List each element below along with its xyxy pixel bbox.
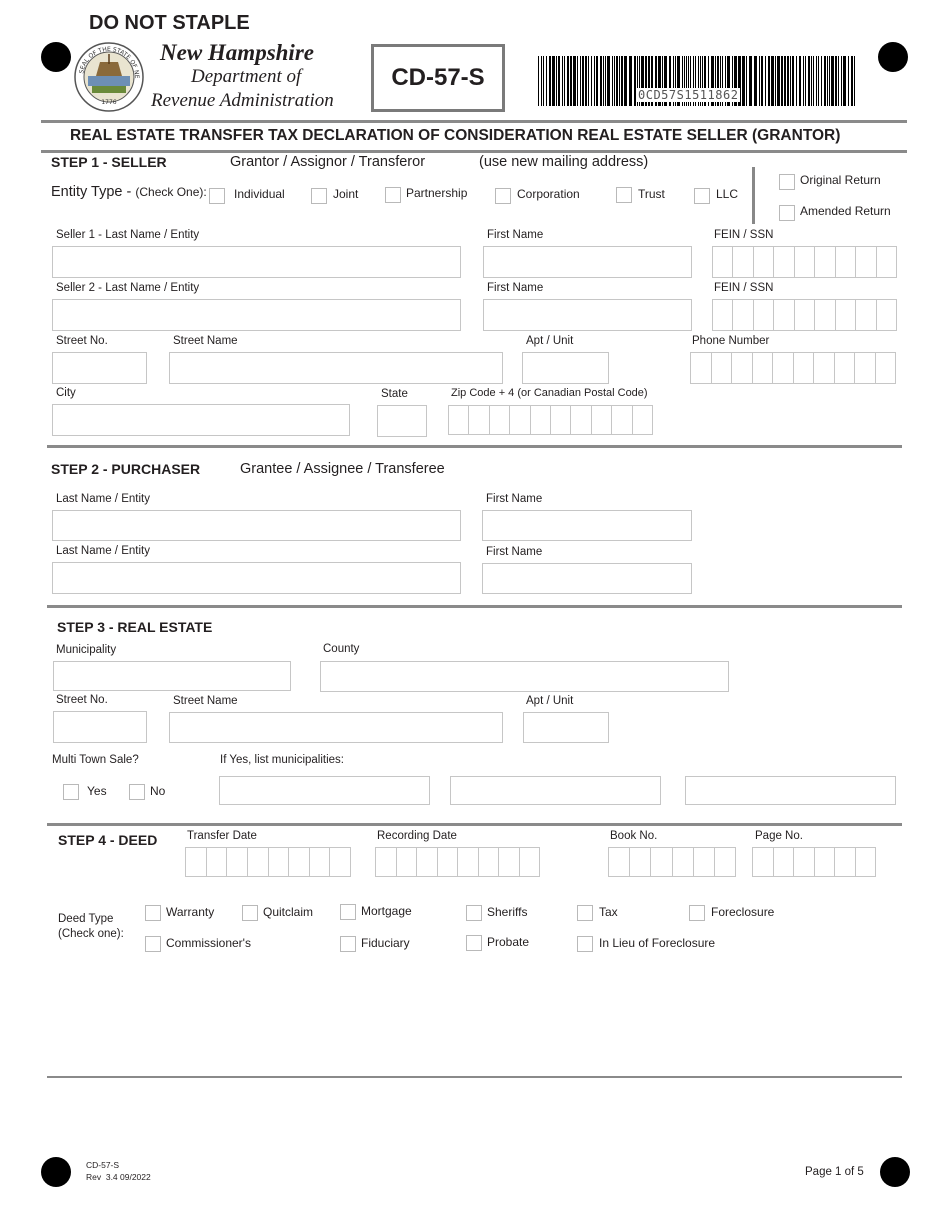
purchaser1-last-input[interactable] (52, 510, 461, 541)
step2-bottom-rule (47, 605, 902, 608)
seller2-first-label: First Name (487, 282, 544, 294)
comb-cell (186, 848, 207, 876)
seller2-fein-input[interactable] (712, 299, 897, 331)
comb-cell (651, 848, 672, 876)
entity-corporation-label: Corporation (517, 187, 580, 201)
binder-hole-bottom-right (880, 1157, 910, 1187)
property-street-no-input[interactable] (53, 711, 147, 743)
comb-cell (836, 247, 856, 277)
multi-town-no-label: No (150, 784, 166, 798)
step1-bottom-rule (47, 445, 902, 448)
barcode-bar (805, 56, 806, 106)
comb-cell (713, 247, 733, 277)
comb-cell (397, 848, 418, 876)
barcode-bar (562, 56, 563, 106)
step2-subheading: Grantee / Assignee / Transferee (240, 461, 445, 477)
list-municipalities-label: If Yes, list municipalities: (220, 754, 345, 766)
comb-cell (815, 848, 836, 876)
seller-street-name-label: Street Name (173, 335, 238, 347)
seller-street-no-label: Street No. (56, 335, 108, 347)
barcode (538, 56, 858, 106)
barcode-bar (761, 56, 763, 106)
page-number: Page 1 of 5 (805, 1166, 864, 1178)
deed-warranty-checkbox[interactable] (145, 905, 161, 921)
barcode-bar (775, 56, 776, 106)
deed-quitclaim-label: Quitclaim (263, 905, 314, 919)
comb-cell (330, 848, 350, 876)
seal-year: 1776 (101, 99, 117, 106)
county-input[interactable] (320, 661, 729, 692)
department-line-2: Revenue Administration (151, 90, 334, 111)
seller-phone-label: Phone Number (692, 335, 770, 347)
county-label: County (323, 643, 360, 655)
seller-phone-input[interactable] (690, 352, 896, 384)
comb-cell (877, 300, 896, 330)
barcode-bar (838, 56, 839, 106)
barcode-bar (543, 56, 544, 106)
recording-date-input[interactable] (375, 847, 540, 877)
barcode-bar (813, 56, 814, 106)
comb-cell (571, 406, 591, 434)
seller2-fein-label: FEIN / SSN (714, 282, 774, 294)
deed-fiduciary-label: Fiduciary (361, 936, 410, 950)
comb-cell (856, 300, 876, 330)
comb-cell (609, 848, 630, 876)
barcode-bar (614, 56, 615, 106)
barcode-bar (768, 56, 770, 106)
amended-return-checkbox[interactable] (779, 205, 795, 221)
comb-cell (310, 848, 331, 876)
barcode-bar (792, 56, 794, 106)
seller-apt-input[interactable] (522, 352, 609, 384)
barcode-bar (546, 56, 547, 106)
multi-town-yes-label: Yes (87, 784, 107, 798)
comb-cell (815, 247, 835, 277)
barcode-bar (803, 56, 804, 106)
deed-mortgage-checkbox[interactable] (340, 904, 356, 920)
deed-quitclaim-checkbox[interactable] (242, 905, 258, 921)
comb-cell (794, 353, 815, 383)
barcode-bar (827, 56, 828, 106)
seller2-last-input[interactable] (52, 299, 461, 331)
barcode-bar (777, 56, 780, 106)
deed-warranty-label: Warranty (166, 905, 215, 919)
barcode-bar (605, 56, 606, 106)
deed-mortgage-label: Mortgage (361, 904, 412, 918)
title-rule-bottom (41, 150, 907, 153)
entity-partnership-checkbox[interactable] (385, 187, 401, 203)
deed-type-line-1: Deed Type (58, 913, 114, 925)
deed-commissioners-label: Commissioner's (166, 936, 251, 950)
entity-llc-checkbox[interactable] (694, 188, 710, 204)
comb-cell (612, 406, 632, 434)
barcode-bar (831, 56, 834, 106)
book-no-label: Book No. (610, 830, 658, 842)
step3-bottom-rule (47, 823, 902, 826)
deed-sheriffs-checkbox[interactable] (466, 905, 482, 921)
seller-state-input[interactable] (377, 405, 427, 437)
multi-town-yes-checkbox[interactable] (63, 784, 79, 800)
title-rule-top (41, 120, 907, 123)
comb-cell (856, 848, 876, 876)
municipality-input[interactable] (53, 661, 291, 691)
barcode-bar (843, 56, 846, 106)
step4-heading: STEP 4 - DEED (58, 832, 158, 848)
comb-cell (633, 406, 652, 434)
comb-cell (815, 300, 835, 330)
purchaser1-first-input[interactable] (482, 510, 692, 541)
barcode-bar (854, 56, 855, 106)
purchaser1-last-label: Last Name / Entity (56, 493, 150, 505)
barcode-bar (848, 56, 849, 106)
barcode-bar (835, 56, 837, 106)
barcode-bar (816, 56, 817, 106)
comb-cell (732, 353, 753, 383)
seller-city-label: City (56, 387, 76, 399)
comb-cell (877, 247, 896, 277)
step1-note: (use new mailing address) (479, 154, 649, 170)
barcode-bar (742, 56, 745, 106)
comb-cell (499, 848, 520, 876)
barcode-bar (829, 56, 830, 106)
step3-heading: STEP 3 - REAL ESTATE (57, 619, 213, 635)
seller2-first-input[interactable] (483, 299, 692, 331)
footer-form-code: CD-57-S (86, 1160, 120, 1170)
form-code: CD-57-S (391, 64, 485, 91)
barcode-bar (564, 56, 565, 106)
comb-cell (733, 300, 753, 330)
barcode-bar (746, 56, 747, 106)
comb-cell (795, 247, 815, 277)
entity-type-label (51, 184, 207, 200)
property-street-no-label: Street No. (56, 694, 108, 706)
seller1-first-label: First Name (487, 229, 544, 241)
comb-cell (835, 848, 856, 876)
comb-cell (836, 300, 856, 330)
property-street-name-label: Street Name (173, 695, 238, 707)
deed-foreclosure-label: Foreclosure (711, 905, 775, 919)
barcode-bar (549, 56, 551, 106)
barcode-bar (591, 56, 592, 106)
barcode-bar (600, 56, 602, 106)
comb-cell (673, 848, 694, 876)
page-no-input[interactable] (752, 847, 876, 877)
deed-probate-label: Probate (487, 935, 530, 949)
barcode-bar (538, 56, 539, 106)
deed-tax-checkbox[interactable] (577, 905, 593, 921)
state-seal (74, 42, 144, 112)
binder-hole-top-left (41, 42, 71, 72)
barcode-bar (607, 56, 610, 106)
comb-cell (479, 848, 500, 876)
entity-trust-label: Trust (638, 187, 665, 201)
deed-tax-label: Tax (599, 905, 618, 919)
step1-subheading: Grantor / Assignor / Transferor (230, 154, 426, 170)
footer-revision: Rev 3.4 09/2022 (86, 1172, 151, 1182)
comb-cell (376, 848, 397, 876)
do-not-staple: DO NOT STAPLE (89, 12, 250, 34)
barcode-bar (787, 56, 789, 106)
barcode-bar (824, 56, 826, 106)
department-line-1: Department of (191, 66, 302, 87)
comb-cell (510, 406, 530, 434)
seller-zip-label: Zip Code + 4 (or Canadian Postal Code) (451, 387, 648, 399)
entity-joint-checkbox[interactable] (311, 188, 327, 204)
seller1-first-input[interactable] (483, 246, 692, 278)
transfer-date-label: Transfer Date (187, 830, 257, 842)
comb-cell (438, 848, 459, 876)
barcode-bar (851, 56, 853, 106)
purchaser2-last-input[interactable] (52, 562, 461, 594)
municipality-list-input-2[interactable] (450, 776, 661, 805)
comb-cell (774, 300, 794, 330)
comb-cell (773, 353, 794, 383)
comb-cell (551, 406, 571, 434)
seller-apt-label: Apt / Unit (526, 335, 574, 347)
comb-cell (713, 300, 733, 330)
comb-cell (855, 353, 876, 383)
barcode-bar (567, 56, 569, 106)
comb-cell (754, 300, 774, 330)
page-no-label: Page No. (755, 830, 803, 842)
deed-in-lieu-label: In Lieu of Foreclosure (599, 936, 716, 950)
barcode-bar (624, 56, 627, 106)
purchaser2-first-input[interactable] (482, 563, 692, 594)
comb-cell (694, 848, 715, 876)
municipality-list-input-1[interactable] (219, 776, 430, 805)
barcode-bar (841, 56, 842, 106)
deed-commissioners-checkbox[interactable] (145, 936, 161, 952)
comb-cell (469, 406, 489, 434)
seller-street-no-input[interactable] (52, 352, 147, 384)
comb-cell (774, 848, 795, 876)
comb-cell (269, 848, 290, 876)
barcode-bar (612, 56, 613, 106)
entity-individual-checkbox[interactable] (209, 188, 225, 204)
comb-cell (795, 300, 815, 330)
comb-cell (774, 247, 794, 277)
comb-cell (835, 353, 856, 383)
purchaser1-first-label: First Name (486, 493, 543, 505)
barcode-bar (616, 56, 618, 106)
multi-town-no-checkbox[interactable] (129, 784, 145, 800)
barcode-bar (811, 56, 812, 106)
seller2-last-label: Seller 2 - Last Name / Entity (56, 282, 200, 294)
barcode-bar (765, 56, 766, 106)
return-divider (752, 167, 755, 224)
comb-cell (227, 848, 248, 876)
entity-trust-checkbox[interactable] (616, 187, 632, 203)
deed-sheriffs-label: Sheriffs (487, 905, 528, 919)
entity-partnership-label: Partnership (406, 186, 468, 200)
seller-state-label: State (381, 388, 408, 400)
form-code-box (371, 44, 505, 112)
barcode-bar (570, 56, 572, 106)
purchaser2-last-label: Last Name / Entity (56, 545, 150, 557)
barcode-text: 0CD57S1511862 (638, 88, 739, 102)
comb-cell (753, 848, 774, 876)
barcode-bar (796, 56, 797, 106)
barcode-bar (749, 56, 752, 106)
barcode-bar (585, 56, 587, 106)
property-apt-input[interactable] (523, 712, 609, 743)
book-no-input[interactable] (608, 847, 736, 877)
barcode-bar (621, 56, 623, 106)
seller1-fein-input[interactable] (712, 246, 897, 278)
state-name: New Hampshire (160, 40, 314, 65)
binder-hole-bottom-left (41, 1157, 71, 1187)
entity-llc-label: LLC (716, 187, 739, 201)
seller1-fein-label: FEIN / SSN (714, 229, 774, 241)
barcode-bar (558, 56, 560, 106)
comb-cell (490, 406, 510, 434)
barcode-bar (754, 56, 757, 106)
barcode-bar (781, 56, 783, 106)
comb-cell (531, 406, 551, 434)
barcode-bar (818, 56, 819, 106)
seller-city-input[interactable] (52, 404, 350, 436)
barcode-bar (790, 56, 791, 106)
entity-corporation-checkbox[interactable] (495, 188, 511, 204)
entity-type-hint: (Check One): (135, 185, 207, 199)
deed-type-label (58, 912, 124, 942)
barcode-bar (580, 56, 581, 106)
municipality-list-input-3[interactable] (685, 776, 896, 805)
entity-type-text: Entity Type - (51, 184, 136, 200)
property-street-name-input[interactable] (169, 712, 503, 743)
barcode-bar (603, 56, 604, 106)
original-return-label: Original Return (800, 173, 881, 187)
comb-cell (458, 848, 479, 876)
barcode-bar (556, 56, 557, 106)
comb-cell (715, 848, 735, 876)
purchaser2-first-label: First Name (486, 546, 543, 558)
barcode-bar (619, 56, 620, 106)
seller-street-name-input[interactable] (169, 352, 503, 384)
comb-cell (733, 247, 753, 277)
barcode-bar (771, 56, 774, 106)
comb-cell (876, 353, 896, 383)
barcode-bar (577, 56, 578, 106)
form-title: REAL ESTATE TRANSFER TAX DECLARATION OF CONSIDERATION REAL ESTATE SELLER (GRANTOR) (70, 127, 841, 144)
step2-heading: STEP 2 - PURCHASER (51, 461, 201, 477)
transfer-date-input[interactable] (185, 847, 351, 877)
barcode-bar (799, 56, 801, 106)
comb-cell (814, 353, 835, 383)
deed-foreclosure-checkbox[interactable] (689, 905, 705, 921)
barcode-bar (821, 56, 822, 106)
entity-joint-label: Joint (333, 187, 359, 201)
original-return-checkbox[interactable] (779, 174, 795, 190)
comb-cell (856, 247, 876, 277)
comb-cell (248, 848, 269, 876)
binder-hole-top-right (878, 42, 908, 72)
comb-cell (794, 848, 815, 876)
barcode-bar (784, 56, 786, 106)
comb-cell (520, 848, 540, 876)
comb-cell (417, 848, 438, 876)
barcode-bar (588, 56, 589, 106)
bottom-rule (47, 1076, 902, 1078)
seller1-last-label: Seller 1 - Last Name / Entity (56, 229, 200, 241)
step1-heading: STEP 1 - SELLER (51, 154, 167, 170)
barcode-bar (541, 56, 542, 106)
seal-text: SEAL OF THE STATE OF NE (78, 45, 141, 79)
deed-probate-checkbox[interactable] (466, 935, 482, 951)
barcode-bar (573, 56, 576, 106)
comb-cell (592, 406, 612, 434)
seller-zip-input[interactable] (448, 405, 653, 435)
comb-cell (754, 247, 774, 277)
barcode-bar (808, 56, 810, 106)
comb-cell (630, 848, 651, 876)
amended-return-label: Amended Return (800, 204, 891, 218)
barcode-bar (552, 56, 555, 106)
barcode-bar (582, 56, 584, 106)
barcode-bar (594, 56, 595, 106)
comb-cell (753, 353, 774, 383)
recording-date-label: Recording Date (377, 830, 457, 842)
deed-fiduciary-checkbox[interactable] (340, 936, 356, 952)
comb-cell (712, 353, 733, 383)
barcode-bar (629, 56, 632, 106)
comb-cell (207, 848, 228, 876)
barcode-bar (759, 56, 760, 106)
deed-type-line-2: (Check one): (58, 928, 124, 940)
deed-in-lieu-checkbox[interactable] (577, 936, 593, 952)
municipality-label: Municipality (56, 644, 117, 656)
entity-individual-label: Individual (234, 187, 285, 201)
comb-cell (289, 848, 310, 876)
property-apt-label: Apt / Unit (526, 695, 574, 707)
comb-cell (691, 353, 712, 383)
multi-town-label: Multi Town Sale? (52, 754, 139, 766)
seller1-last-input[interactable] (52, 246, 461, 278)
barcode-bar (596, 56, 598, 106)
comb-cell (449, 406, 469, 434)
